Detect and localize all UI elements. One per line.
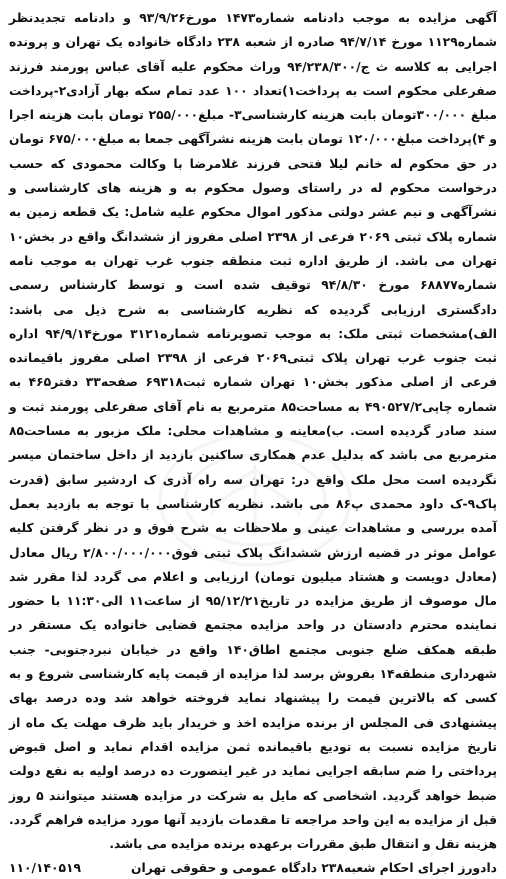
reference-number: ۱۱۰/۱۴۰۵۱۹ xyxy=(9,861,82,876)
notice-body: آگهی مزایده به موجب دادنامه شماره۱۴۷۳ مورخ۹۳/۹/۲۶ و دادنامه تجدیدنظر شماره۱۱۲۹ مورخ ۹۴/۷/۱۴ صادره از شعبه ۲۳۸ دادگاه خانواده یک تهران و پرونده اجرایی به کلاسه ث ج/۹۴/۲۳۸/۳۰۰ وراث محکوم علیه آقای عباس پورمند فرزند صفرعلی محکوم است به پرداخت۱)تعداد ۱۰۰ عدد تمام سکه بهار آزادی۲-پرداخت مبلغ ۳۰۰/۰۰۰تومان بابت هزینه کارشناسی۳- مبلغ۲۵۵/۰۰۰ تومان بابت هزینه اجرا و ۴)پرداخت مبلغ۱۲۰/۰۰۰ تومان بابت هزینه نشرآگهی جمعا به مبلغ۶۷۵/۰۰۰ تومان در حق محکوم له خانم لیلا فتحی فرزند غلامرضا با وکالت محمودی که حسب درخواست محکوم له در راستای وصول محکوم به و هزینه های کارشناسی و نشرآگهی و نیم عشر دولتی مذکور اموال محکوم علیه شامل: یک قطعه زمین به شماره پلاک ثبتی ۲۰۶۹ فرعی از ۲۳۹۸ اصلی مفروز از ششدانگ واقع در بخش۱۰ تهران می باشد. از طریق اداره ثبت منطقه جنوب غرب تهران به موجب نامه شماره۶۸۸۷۷ مورخ ۹۴/۸/۳۰ توقیف شده است و توسط کارشناس رسمی دادگستری ارزیابی گردیده که نظریه کارشناسی به شرح ذیل می باشد: الف)مشخصات ثبتی ملک: به موجب تصویرنامه شماره۳۱۲۱ مورخ۹۴/۹/۱۴ اداره ثبت جنوب غرب تهران پلاک ثبتی۲۰۶۹ فرعی از ۲۳۹۸ اصلی مفروز باقیمانده فرعی از اصلی مذکور بخش۱۰ تهران شماره ثبت۶۹۳۱۸ صفحه۳۳ دفتر۴۶۵ به شماره چاپی۴۹۰۵۲۷/۲ به مساحت۸۵ مترمربع به نام آقای صفرعلی پورمند ثبت و سند صادر گردیده است. ب)معاینه و مشاهدات محلی: ملک مزبور به مساحت۸۵ مترمربع می باشد که بدلیل عدم همکاری ساکنین بازدید از داخل ساختمان میسر نگردیده است محل ملک واقع در: تهران سه راه آذری ک اردشیر سابق (قدرت پاک۹-ک داود محمدی پ۸۶ می باشد. نظریه کارشناسی با توجه به بازدید بعمل آمده بررسی و مشاهدات عینی و ملاحظات به شرح فوق و در نظر گرفتن کلیه عوامل موثر در قضیه ارزش ششدانگ پلاک ثبتی فوق۲/۸۰۰/۰۰۰/۰۰۰ ریال معادل (معادل دویست و هشتاد میلیون تومان) ارزیابی و اعلام می گردد لذا مقرر شد مال موصوف از طریق مزایده در تاریخ۹۵/۱۲/۲۱ از ساعت۱۱ الی۱۱:۳۰ با حضور نماینده محترم دادستان در واحد مزایده مجتمع قضایی خانواده یک مستقر در طبقه همکف ضلع جنوبی مجتمع اطاق۱۴۰ واقع در خیابان نبردجنوبی- جنب شهرداری منطقه۱۴ بفروش برسد لذا مزایده از قیمت پایه کارشناسی شروع و به کسی که بالاترین قیمت را پیشنهاد نماید فروخته خواهد شد وده درصد بهای پیشنهادی فی المجلس از برنده مزایده اخذ و خریدار باید ظرف مهلت یک ماه از تاریخ مزایده نسبت به تودیع باقیمانده ثمن مزایده اقدام نماید و اصل قبوض پرداختی را ضم سابقه اجرایی نماید در غیر اینصورت ده درصد اولیه به نفع دولت ضبط خواهد گردید. اشخاصی که مایل به شرکت در مزایده هستند میتوانند ۵ روز قبل از مزایده به این واحد مراجعه تا مقدمات بازدید آنها مورد مزایده فراهم گردد. هزینه نقل و انتقال طبق مقررات برعهده برنده مزایده می باشد. xyxy=(9,11,498,852)
signature-line: دادورز اجرای احکام شعبه۲۳۸ دادگاه عمومی و حقوقی تهران xyxy=(131,861,497,876)
notice-footer xyxy=(9,857,497,879)
